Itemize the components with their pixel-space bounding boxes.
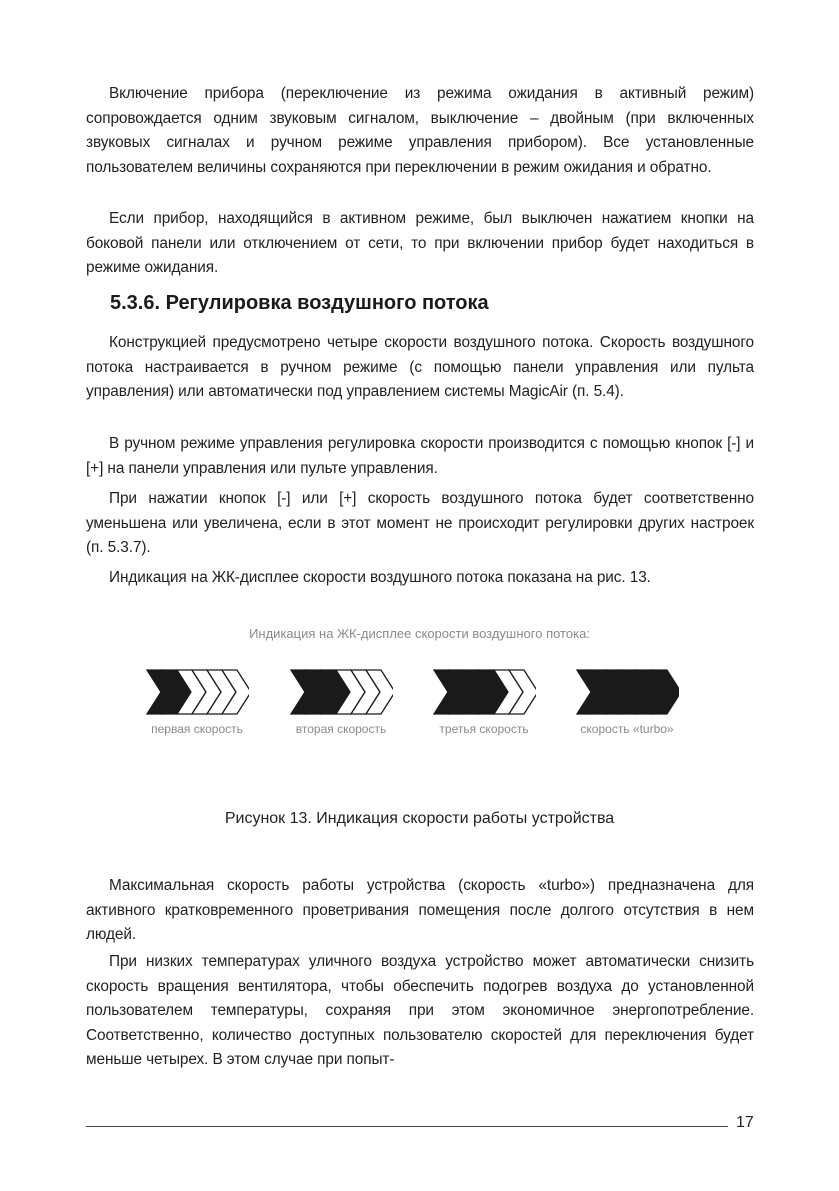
speed-chevrons-icon — [289, 668, 393, 716]
speed-indicator-turbo — [547, 668, 707, 736]
paragraph-buttons: При нажатии кнопок [-] или [+] скорость воздушного потока будет соответственно уменьшена или увеличена, если в этот момент не происходит регулировки других настроек (п. 5.3.7). — [86, 490, 754, 556]
paragraph-indication-ref: Индикация на ЖК-дисплее скорости воздушного потока показана на рис. 13. — [109, 569, 651, 586]
paragraph-turbo: Максимальная скорость работы устройства (скорость «turbo») предназначена для активного кратковременного проветривания помещения после долгого отсутствия в нем людей. — [86, 877, 754, 943]
paragraph-low-temperature: При низких температурах уличного воздуха устройство может автоматически снизить скорость вращения вентилятора, чтобы обеспечить подогрев воздуха до установленной пользователем температуры, сохраняя при этом экономичное энергопотребление. Соответственно, количество доступных пользователю скоростей для переключения будет меньше четырех. В этом случае при попыт- — [86, 953, 754, 1068]
figure-title: Рисунок 13. Индикация скорости работы устройства — [224, 810, 615, 827]
paragraph-manual-mode: В ручном режиме управления регулировка скорости производится с помощью кнопок [-] и [+] на панели управления или пульте управления. — [86, 435, 754, 477]
speed-chevrons-icon — [575, 668, 679, 716]
footer-divider — [86, 1126, 728, 1127]
paragraph-power-on: Включение прибора (переключение из режима ожидания в активный режим) сопровождается одним звуковым сигналом, выключение – двойным (при включенных звуковых сигналах и ручном режиме управления прибором). Все установленные пользователем величины сохраняются при переключении в режим ожидания и обратно. — [86, 85, 754, 176]
speed-indicator-1 — [117, 668, 277, 736]
speed-indicator-2 — [261, 668, 421, 736]
speed-label: скорость «turbo» — [580, 722, 674, 736]
figure-caption-top: Индикация на ЖК-дисплее скорости воздушного потока: — [249, 626, 590, 641]
speed-label: третья скорость — [439, 722, 529, 736]
speed-label: вторая скорость — [295, 722, 387, 736]
page-number: 17 — [736, 1114, 754, 1131]
speed-chevrons-icon — [432, 668, 536, 716]
speed-indicator-3 — [404, 668, 564, 736]
section-heading: 5.3.6. Регулировка воздушного потока — [110, 292, 489, 314]
speed-chevrons-icon — [145, 668, 249, 716]
paragraph-standby: Если прибор, находящийся в активном режиме, был выключен нажатием кнопки на боковой панели или отключением от сети, то при включении прибор будет находиться в режиме ожидания. — [86, 210, 754, 276]
paragraph-four-speeds: Конструкцией предусмотрено четыре скорости воздушного потока. Скорость воздушного потока настраивается в ручном режиме (с помощью панели управления или пульта управления) или автоматически под управлением системы MagicAir (п. 5.4). — [86, 334, 754, 400]
speed-label: первая скорость — [151, 722, 243, 736]
